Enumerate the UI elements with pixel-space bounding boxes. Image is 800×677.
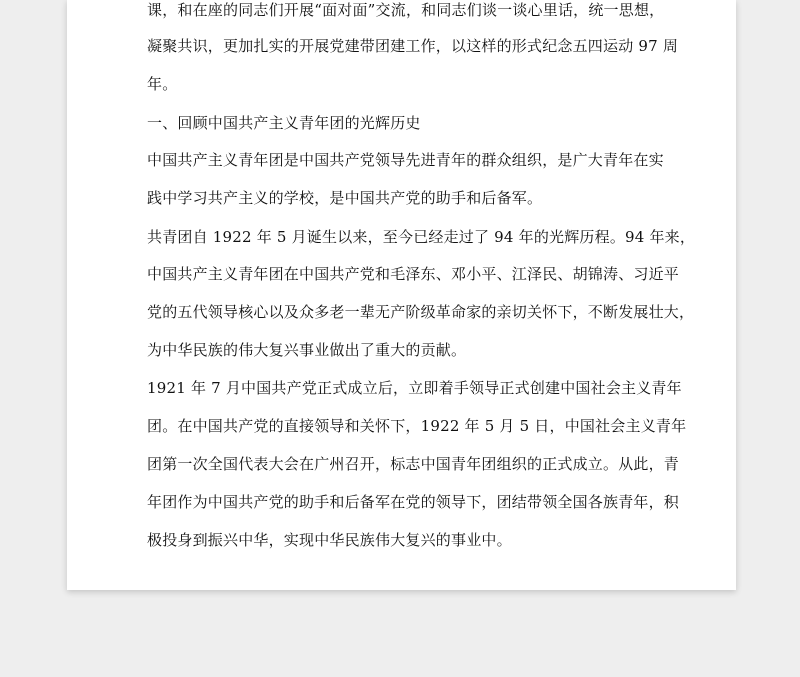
section-heading: 一、回顾中国共产主义青年团的光辉历史 <box>147 114 421 132</box>
text-line-5: 中国共产主义青年团是中国共产党领导先进青年的群众组织，是广大青年在实 <box>147 151 664 169</box>
text-line-10: 为中华民族的伟大复兴事业做出了重大的贡献。 <box>147 341 467 359</box>
text-line-8: 中国共产主义青年团在中国共产党和毛泽东、邓小平、江泽民、胡锦涛、习近平 <box>147 265 680 283</box>
text-line-14: 年团作为中国共产党的助手和后备军在党的领导下，团结带领全国各族青年，积 <box>147 493 680 511</box>
text-line-2: 凝聚共识，更加扎实的开展党建带团建工作，以这样的形式纪念五四运动 97 周 <box>147 37 679 55</box>
text-line-3: 年。 <box>147 75 178 93</box>
text-line-13: 团第一次全国代表大会在广州召开，标志中国青年团组织的正式成立。从此，青 <box>147 455 680 473</box>
text-line-9: 党的五代领导核心以及众多老一辈无产阶级革命家的亲切关怀下，不断发展壮大， <box>147 303 695 321</box>
document-page <box>67 0 736 590</box>
text-line-1: 课，和在座的同志们开展“面对面”交流，和同志们谈一谈心里话，统一思想， <box>147 1 665 19</box>
text-line-12: 团。在中国共产党的直接领导和关怀下，1922 年 5 月 5 日，中国社会主义青年 <box>147 417 687 435</box>
text-line-7: 共青团自 1922 年 5 月诞生以来，至今已经走过了 94 年的光辉历程。94 年来， <box>147 228 696 246</box>
text-line-6: 践中学习共产主义的学校，是中国共产党的助手和后备军。 <box>147 189 543 207</box>
text-line-11: 1921 年 7 月中国共产党正式成立后，立即着手领导正式创建中国社会主义青年 <box>147 379 682 397</box>
text-line-15: 极投身到振兴中华，实现中华民族伟大复兴的事业中。 <box>147 531 512 549</box>
